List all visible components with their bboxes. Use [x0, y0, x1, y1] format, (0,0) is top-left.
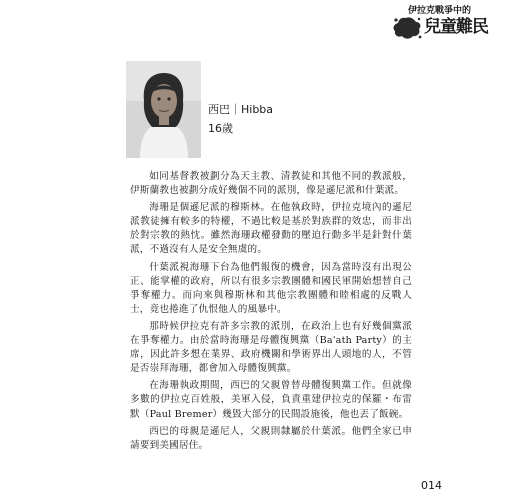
- paragraph: 西巴的母親是遜尼人，父親則隸屬於什葉派。他們全家已申請要到美國居住。: [130, 425, 412, 451]
- paragraph: 海珊是個遜尼派的穆斯林。在他執政時，伊拉克境內的遜尼派教徒擁有較多的特權，不過比較是基於對族群的效忠，而非出於對宗教的熱忱。雖然海珊政權發動的壓迫行動多半是針對什葉派，不過沒有人是安全無虞的。: [130, 202, 412, 256]
- person-name: 西巴｜Hibba: [208, 103, 274, 116]
- person-age: 16歲: [208, 122, 233, 135]
- series-title: 兒童難民: [424, 17, 488, 37]
- ink-blot-icon: [392, 16, 422, 40]
- paragraph: 如同基督教被劃分為天主教、清教徒和其他不同的教派般，伊斯蘭教也被劃分成好幾個不同的派別，像是遜尼派和什葉派。: [130, 171, 412, 197]
- book-series-logo: [390, 2, 490, 42]
- paragraph: 那時候伊拉克有許多宗教的派別，在政治上也有好幾個黨派在爭奪權力。由於當時海珊是母體復興黨（Ba'ath Party）的主席，因此許多想在業界、政府機關和學術界出人頭地的人，不管是否崇拜海珊，都會加入母體復興黨。: [130, 320, 412, 375]
- page-number: 014: [421, 479, 442, 492]
- paragraph: 在海珊執政期間，西巴的父親曾替母體復興黨工作。但就像多數的伊拉克百姓般，美軍入侵，負責重建伊拉克的保羅・布雷默（Paul Bremer）幾毀大部分的民間設施後，他也丟了飯碗。: [130, 380, 412, 420]
- paragraph: 什葉派視海珊下台為他們報復的機會，因為當時沒有出現公正、能掌權的政府，所以有很多宗教團體和國民軍開始想替自己爭奪權力。而向來與穆斯林和其他宗教團體和睦相處的反戰人士，竟也捲進了仇恨他人的風暴中。: [130, 261, 412, 315]
- series-subtitle: 伊拉克戰爭中的: [408, 6, 472, 16]
- article-body: [130, 170, 412, 456]
- portrait-photo: [126, 61, 201, 158]
